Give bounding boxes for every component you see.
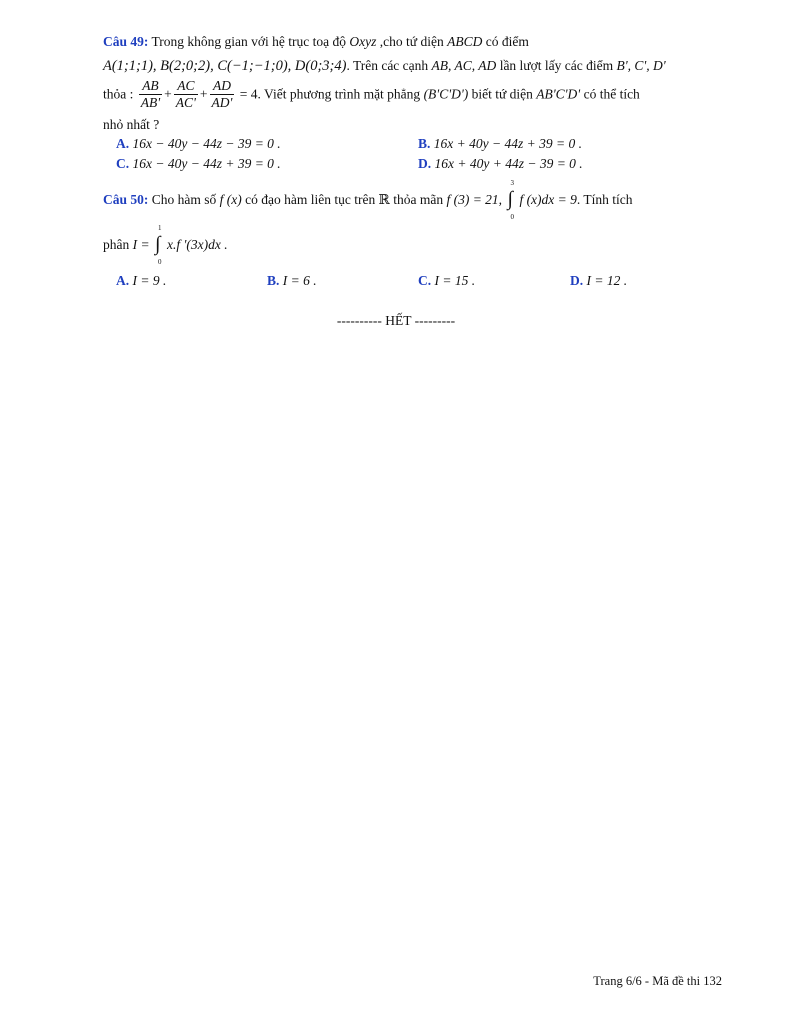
q50-option-c[interactable]	[418, 273, 475, 289]
q50-label: Câu 50:	[103, 192, 149, 207]
q50-i-eq: I =	[132, 237, 153, 252]
q49-plane: (B'C'D')	[423, 86, 469, 102]
page-footer: Trang 6/6 - Mã đề thi 132	[593, 974, 722, 988]
q49-text: biết tứ diện	[468, 86, 537, 102]
q49-label: Câu 49:	[103, 34, 149, 49]
option-text: 16x + 40y + 44z − 39 = 0 .	[434, 156, 583, 171]
q49-text: Trong không gian với hệ trục toạ độ	[148, 34, 350, 49]
q50-option-a[interactable]	[116, 273, 166, 289]
fraction-denominator: AB'	[140, 95, 161, 110]
option-text: 16x − 40y − 44z + 39 = 0 .	[132, 156, 281, 171]
option-label: C.	[116, 156, 130, 171]
fraction-denominator: AC'	[175, 95, 196, 110]
fraction-denominator: AD'	[211, 95, 233, 110]
q49-line-2	[103, 58, 722, 75]
q49-thoa: thỏa :	[103, 86, 137, 102]
q49-edges: AB, AC, AD	[431, 58, 497, 73]
option-label: D.	[418, 156, 432, 171]
q49-points: A(1;1;1), B(2;0;2), C(−1;−1;0), D(0;3;4)	[103, 58, 347, 74]
option-text: I = 6 .	[282, 273, 317, 288]
q49-text: nhỏ nhất ?	[103, 117, 160, 132]
q49-option-a[interactable]	[116, 136, 281, 152]
option-label: A.	[116, 273, 130, 288]
option-text: I = 15 .	[434, 273, 476, 288]
option-label: C.	[418, 273, 432, 288]
q49-fraction-ac	[174, 78, 198, 111]
q50-option-d[interactable]	[570, 273, 627, 289]
fraction-numerator: AC	[174, 78, 198, 95]
q50-int2-body: x.f '(3x)dx .	[166, 237, 228, 252]
integral-upper: 1	[157, 224, 162, 232]
q49-abcd: ABCD	[447, 34, 483, 49]
q50-fx: f (x)	[219, 192, 242, 207]
q49-primes: B', C', D'	[616, 58, 666, 73]
q50-option-b[interactable]	[267, 273, 317, 289]
q50-f3: f (3) = 21,	[446, 192, 503, 207]
q49-tet: AB'C'D'	[536, 86, 581, 102]
q50-line-2	[103, 224, 722, 266]
integral-sign-2: 1 ∫ 0	[154, 224, 162, 266]
q50-text: thỏa mãn	[389, 192, 447, 207]
q49-oxyz: Oxyz	[349, 34, 377, 49]
q50-int1-body: f (x)dx = 9	[519, 192, 577, 207]
q49-text: có thể tích	[580, 86, 640, 102]
integral-lower: 0	[510, 213, 514, 221]
integral-sign-1: 3 ∫ 0	[507, 179, 514, 221]
option-label: A.	[116, 136, 130, 151]
end-marker: ---------- HẾT ---------	[336, 313, 456, 328]
fraction-numerator: AD	[210, 78, 235, 95]
q50-text: . Tính tích	[576, 192, 633, 207]
q50-real-set: ℝ	[378, 192, 390, 207]
q50-line-1	[103, 179, 722, 221]
q49-fraction-ad	[210, 78, 235, 111]
q49-text: ,cho tứ diện	[376, 34, 448, 49]
option-text: I = 9 .	[132, 273, 167, 288]
option-label: D.	[570, 273, 584, 288]
q49-option-d[interactable]	[418, 156, 583, 172]
q49-eq4: = 4	[236, 86, 258, 102]
q50-text: phân	[103, 237, 133, 252]
q49-fraction-ab	[139, 78, 162, 111]
q49-text: . Viết phương trình mặt phẳng	[257, 86, 424, 102]
q49-text: . Trên các cạnh	[346, 58, 432, 73]
q49-option-c[interactable]	[116, 156, 281, 172]
q49-text: có điểm	[482, 34, 529, 49]
option-text: 16x − 40y − 44z − 39 = 0 .	[132, 136, 281, 151]
option-label: B.	[267, 273, 280, 288]
fraction-numerator: AB	[139, 78, 162, 95]
q49-text: lần lượt lấy các điểm	[496, 58, 617, 73]
integral-upper: 3	[510, 179, 514, 187]
option-text: 16x + 40y − 44z + 39 = 0 .	[433, 136, 582, 151]
integral-lower: 0	[157, 258, 162, 266]
q49-line-3: thỏa : $\frac{AB}{AB'}$ + $\frac{AC}{AC'}$ + $\frac{AD}{AD'}$ = 4. Viết phương trình mặt phẳng (B'C'D') biết tứ diện AB'C'D' có thể tích	[103, 78, 640, 110]
q49-option-b[interactable]	[418, 136, 582, 152]
q50-text: Cho hàm số	[148, 192, 220, 207]
q49-line-1	[103, 34, 722, 50]
option-text: I = 12 .	[586, 273, 628, 288]
q50-text: có đạo hàm liên tục trên	[241, 192, 379, 207]
option-label: B.	[418, 136, 431, 151]
q49-line-4	[103, 117, 722, 133]
